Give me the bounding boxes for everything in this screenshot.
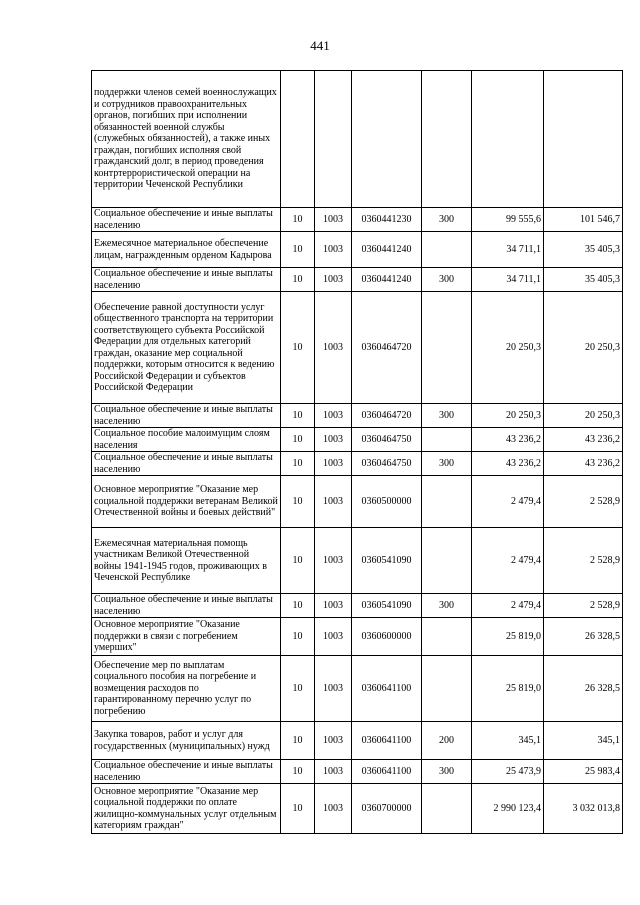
cell-sum2: 345,1 [544, 722, 623, 760]
cell-name: Обеспечение мер по выплатам социального пособия на погребение и возмещения расходов по гарантированному перечню услуг по погребению [92, 656, 281, 722]
table-row [92, 71, 623, 208]
cell-csr: 0360600000 [352, 618, 422, 656]
cell-name: Социальное обеспечение и иные выплаты населению [92, 760, 281, 784]
table-row [92, 452, 623, 476]
cell-prz: 1003 [315, 292, 352, 404]
page-number: 441 [310, 38, 330, 53]
cell-name: Основное мероприятие "Оказание поддержки в связи с погребением умерших" [92, 618, 281, 656]
cell-rz: 10 [281, 760, 315, 784]
table-row [92, 268, 623, 292]
cell-prz: 1003 [315, 428, 352, 452]
cell-prz: 1003 [315, 722, 352, 760]
cell-name: Социальное пособие малоимущим слоям населения [92, 428, 281, 452]
table-row [92, 594, 623, 618]
cell-rz: 10 [281, 594, 315, 618]
cell-prz: 1003 [315, 784, 352, 834]
cell-csr: 0360641100 [352, 722, 422, 760]
cell-vr [422, 476, 472, 528]
cell-csr: 0360464750 [352, 452, 422, 476]
table-row [92, 404, 623, 428]
cell-sum1: 20 250,3 [472, 404, 544, 428]
cell-rz: 10 [281, 452, 315, 476]
cell-rz: 10 [281, 656, 315, 722]
cell-sum1: 99 555,6 [472, 208, 544, 232]
cell-name: Социальное обеспечение и иные выплаты населению [92, 268, 281, 292]
cell-csr: 0360541090 [352, 594, 422, 618]
cell-csr: 0360641100 [352, 656, 422, 722]
table-body [92, 71, 623, 834]
table-row [92, 656, 623, 722]
cell-sum1: 345,1 [472, 722, 544, 760]
table-row [92, 722, 623, 760]
cell-sum2: 35 405,3 [544, 232, 623, 268]
cell-prz: 1003 [315, 656, 352, 722]
table-row [92, 784, 623, 834]
table-row [92, 528, 623, 594]
cell-prz: 1003 [315, 476, 352, 528]
cell-sum1: 34 711,1 [472, 268, 544, 292]
cell-rz: 10 [281, 428, 315, 452]
table-row [92, 476, 623, 528]
cell-name: Закупка товаров, работ и услуг для государственных (муниципальных) нужд [92, 722, 281, 760]
table-row [92, 208, 623, 232]
table-row [92, 760, 623, 784]
cell-sum1 [472, 71, 544, 208]
cell-rz: 10 [281, 232, 315, 268]
cell-rz: 10 [281, 618, 315, 656]
cell-vr: 300 [422, 452, 472, 476]
cell-sum1: 2 479,4 [472, 594, 544, 618]
cell-vr [422, 528, 472, 594]
cell-prz: 1003 [315, 404, 352, 428]
cell-vr: 300 [422, 208, 472, 232]
cell-name: Социальное обеспечение и иные выплаты населению [92, 452, 281, 476]
cell-sum2: 2 528,9 [544, 594, 623, 618]
budget-table [91, 70, 623, 834]
table-row [92, 232, 623, 268]
cell-sum2: 3 032 013,8 [544, 784, 623, 834]
cell-rz: 10 [281, 208, 315, 232]
cell-prz: 1003 [315, 452, 352, 476]
cell-sum2: 43 236,2 [544, 428, 623, 452]
cell-sum1: 25 819,0 [472, 618, 544, 656]
cell-vr: 300 [422, 594, 472, 618]
cell-csr: 0360441240 [352, 268, 422, 292]
cell-name: Ежемесячное материальное обеспечение лицам, награжденным орденом Кадырова [92, 232, 281, 268]
cell-prz: 1003 [315, 528, 352, 594]
cell-sum2: 20 250,3 [544, 292, 623, 404]
cell-prz: 1003 [315, 232, 352, 268]
cell-csr: 0360700000 [352, 784, 422, 834]
cell-csr: 0360541090 [352, 528, 422, 594]
cell-sum2: 35 405,3 [544, 268, 623, 292]
cell-rz: 10 [281, 784, 315, 834]
cell-sum2: 2 528,9 [544, 476, 623, 528]
cell-name: Социальное обеспечение и иные выплаты населению [92, 404, 281, 428]
cell-sum2: 43 236,2 [544, 452, 623, 476]
cell-vr: 200 [422, 722, 472, 760]
cell-csr: 0360464720 [352, 404, 422, 428]
cell-csr: 0360641100 [352, 760, 422, 784]
cell-csr: 0360464750 [352, 428, 422, 452]
cell-name: поддержки членов семей военнослужащих и сотрудников правоохранительных органов, погибших при исполнении обязанностей военной службы (служебных обязанностей), а также иных граждан, погибших исполняя свой гражданский долг, в период проведения контртеррористической операции на территории Чеченской Республики [92, 71, 281, 208]
cell-sum1: 43 236,2 [472, 428, 544, 452]
cell-sum2: 26 328,5 [544, 656, 623, 722]
cell-vr [422, 292, 472, 404]
cell-name: Обеспечение равной доступности услуг общественного транспорта на территории соответствующего субъекта Российской Федерации для отдельных категорий граждан, оказание мер социальной поддержки, которым относится к ведению Российской Федерации и субъектов Российской Федерации [92, 292, 281, 404]
cell-rz: 10 [281, 268, 315, 292]
cell-vr [422, 784, 472, 834]
cell-csr: 0360441240 [352, 232, 422, 268]
cell-vr [422, 428, 472, 452]
table-row [92, 618, 623, 656]
cell-prz: 1003 [315, 760, 352, 784]
cell-name: Ежемесячная материальная помощь участникам Великой Отечественной войны 1941-1945 годов, проживающих в Чеченской Республике [92, 528, 281, 594]
cell-sum2: 2 528,9 [544, 528, 623, 594]
cell-vr [422, 618, 472, 656]
cell-rz: 10 [281, 722, 315, 760]
cell-vr: 300 [422, 760, 472, 784]
cell-prz: 1003 [315, 594, 352, 618]
cell-vr: 300 [422, 268, 472, 292]
cell-sum2: 101 546,7 [544, 208, 623, 232]
cell-sum1: 2 990 123,4 [472, 784, 544, 834]
cell-sum1: 43 236,2 [472, 452, 544, 476]
cell-prz: 1003 [315, 208, 352, 232]
cell-prz: 1003 [315, 268, 352, 292]
cell-csr: 0360441230 [352, 208, 422, 232]
cell-prz [315, 71, 352, 208]
cell-name: Социальное обеспечение и иные выплаты населению [92, 594, 281, 618]
cell-vr [422, 71, 472, 208]
cell-sum2: 26 328,5 [544, 618, 623, 656]
cell-sum1: 25 819,0 [472, 656, 544, 722]
cell-rz: 10 [281, 528, 315, 594]
cell-prz: 1003 [315, 618, 352, 656]
cell-rz: 10 [281, 404, 315, 428]
table-row [92, 292, 623, 404]
table-row [92, 428, 623, 452]
cell-rz: 10 [281, 476, 315, 528]
cell-csr: 0360500000 [352, 476, 422, 528]
cell-sum1: 2 479,4 [472, 528, 544, 594]
cell-csr: 0360464720 [352, 292, 422, 404]
cell-sum1: 2 479,4 [472, 476, 544, 528]
cell-name: Основное мероприятие "Оказание мер социальной поддержки ветеранам Великой Отечественной войны и боевых действий" [92, 476, 281, 528]
cell-sum1: 25 473,9 [472, 760, 544, 784]
cell-vr: 300 [422, 404, 472, 428]
cell-sum2 [544, 71, 623, 208]
cell-vr [422, 232, 472, 268]
cell-sum1: 34 711,1 [472, 232, 544, 268]
cell-sum1: 20 250,3 [472, 292, 544, 404]
cell-name: Социальное обеспечение и иные выплаты населению [92, 208, 281, 232]
cell-vr [422, 656, 472, 722]
cell-name: Основное мероприятие "Оказание мер социальной поддержки по оплате жилищно-коммунальных услуг отдельным категориям граждан" [92, 784, 281, 834]
cell-csr [352, 71, 422, 208]
cell-sum2: 25 983,4 [544, 760, 623, 784]
cell-sum2: 20 250,3 [544, 404, 623, 428]
cell-rz: 10 [281, 292, 315, 404]
cell-rz [281, 71, 315, 208]
